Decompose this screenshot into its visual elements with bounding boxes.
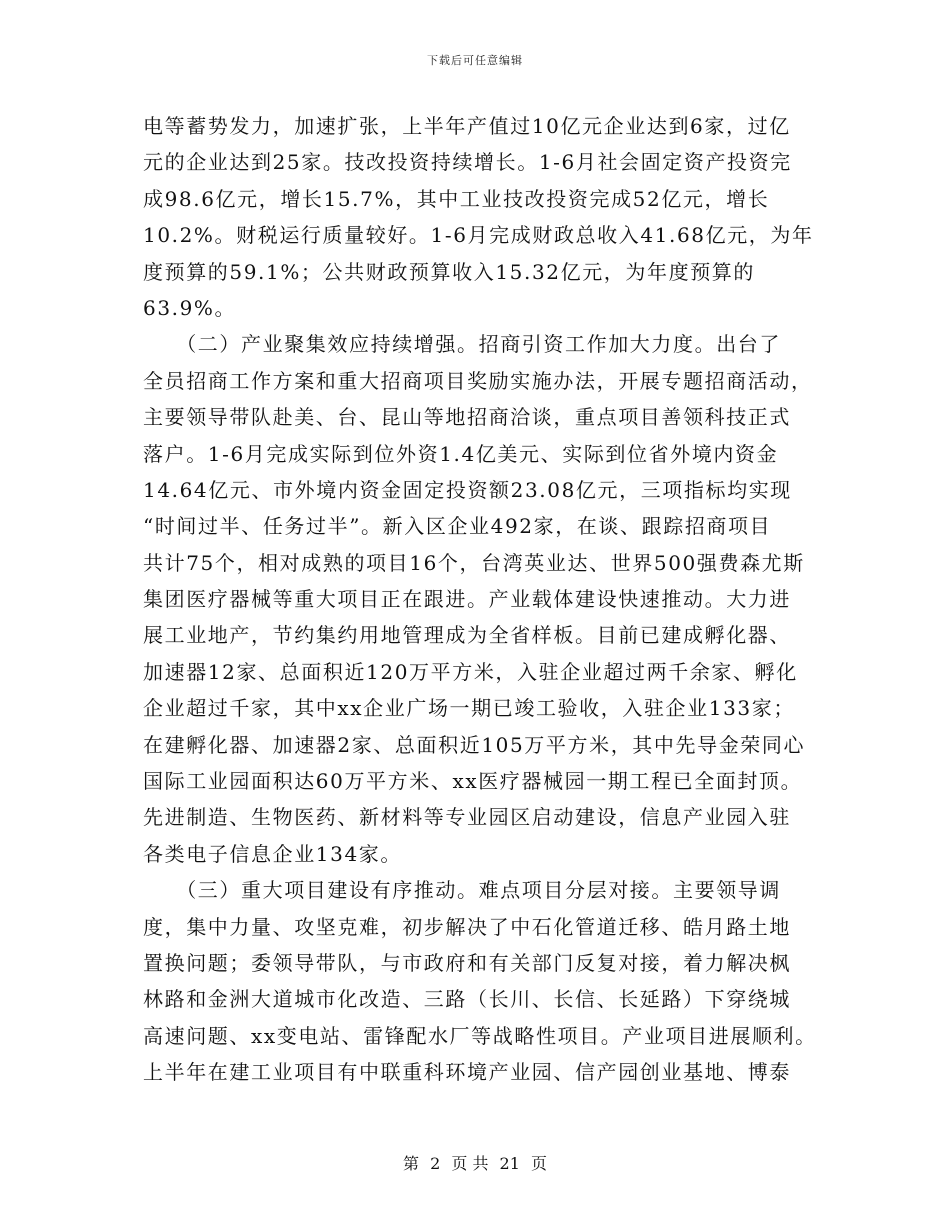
text-line: 63.9%。 <box>143 295 237 320</box>
text-line: 展工业地产，节约集约用地管理成为全省样板。目前已建成孵化器、 <box>143 623 791 648</box>
page-header: 下载后可任意编辑 <box>427 54 523 67</box>
text-line: 10.2%。财税运行质量较好。1-6月完成财政总收入41.68亿元，为年 <box>143 223 814 248</box>
text-line: 加速器12家、总面积近120万平方米，入驻企业超过两千余家、孵化 <box>143 659 798 684</box>
text-line: 国际工业园面积达60万平方米、xx医疗器械园一期工程已全面封顶。 <box>143 769 803 794</box>
text-line: 度，集中力量、攻坚克难，初步解决了中石化管道迁移、皓月路土地 <box>143 914 791 939</box>
text-line: 林路和金洲大道城市化改造、三路（长川、长信、长延路）下穿绕城 <box>143 987 791 1012</box>
document-body <box>143 108 817 1091</box>
text-line: 主要领导带队赴美、台、昆山等地招商洽谈，重点项目善领科技正式 <box>143 405 791 430</box>
text-line: 电等蓄势发力，加速扩张，上半年产值过10亿元企业达到6家，过亿 <box>143 114 791 138</box>
text-line: 置换问题；委领导带队，与市政府和有关部门反复对接，着力解决枫 <box>143 950 791 975</box>
text-line: 成98.6亿元，增长15.7%，其中工业技改投资完成52亿元，增长 <box>143 186 770 211</box>
text-line: “时间过半、任务过半”。新入区企业492家，在谈、跟踪招商项目 <box>143 514 772 539</box>
text-line: 共计75个，相对成熟的项目16个，台湾英业达、世界500强费森尤斯 <box>143 550 805 575</box>
text-line: （三）重大项目建设有序推动。难点项目分层对接。主要领导调 <box>143 878 781 903</box>
text-line: 高速问题、xx变电站、雷锋配水厂等战略性项目。产业项目进展顺利。 <box>143 1023 817 1048</box>
text-line: 落户。1-6月完成实际到位外资1.4亿美元、实际到位省外境内资金 <box>143 441 779 466</box>
text-line: 先进制造、生物医药、新材料等专业园区启动建设，信息产业园入驻 <box>143 805 791 830</box>
total-pages-number: 21 <box>499 1154 520 1173</box>
text-line: 在建孵化器、加速器2家、总面积近105万平方米，其中先导金荣同心 <box>143 732 806 757</box>
text-line: 上半年在建工业项目有中联重科环境产业园、信产园创业基地、博泰 <box>143 1060 791 1085</box>
text-line: 度预算的59.1%；公共财政预算收入15.32亿元，为年度预算的 <box>143 259 755 284</box>
text-line: 集团医疗器械等重大项目正在跟进。产业载体建设快速推动。大力进 <box>143 587 791 612</box>
page-footer <box>0 1151 950 1174</box>
text-line: 14.64亿元、市外境内资金固定投资额23.08亿元，三项指标均实现 <box>143 477 792 502</box>
text-line: （二）产业聚集效应持续增强。招商引资工作加大力度。出台了 <box>143 332 781 357</box>
text-line: 全员招商工作方案和重大招商项目奖励实施办法，开展专题招商活动， <box>143 368 813 393</box>
text-line: 企业超过千家，其中xx企业广场一期已竣工验收，入驻企业133家； <box>143 696 795 721</box>
current-page-number: 2 <box>430 1154 441 1173</box>
footer-label-page: 第 <box>402 1154 419 1173</box>
text-line: 各类电子信息企业134家。 <box>143 841 402 866</box>
footer-label-of: 页 共 <box>451 1154 489 1173</box>
text-line: 元的企业达到25家。技改投资持续增长。1-6月社会固定资产投资完 <box>143 150 792 175</box>
footer-label-pages: 页 <box>531 1154 548 1173</box>
